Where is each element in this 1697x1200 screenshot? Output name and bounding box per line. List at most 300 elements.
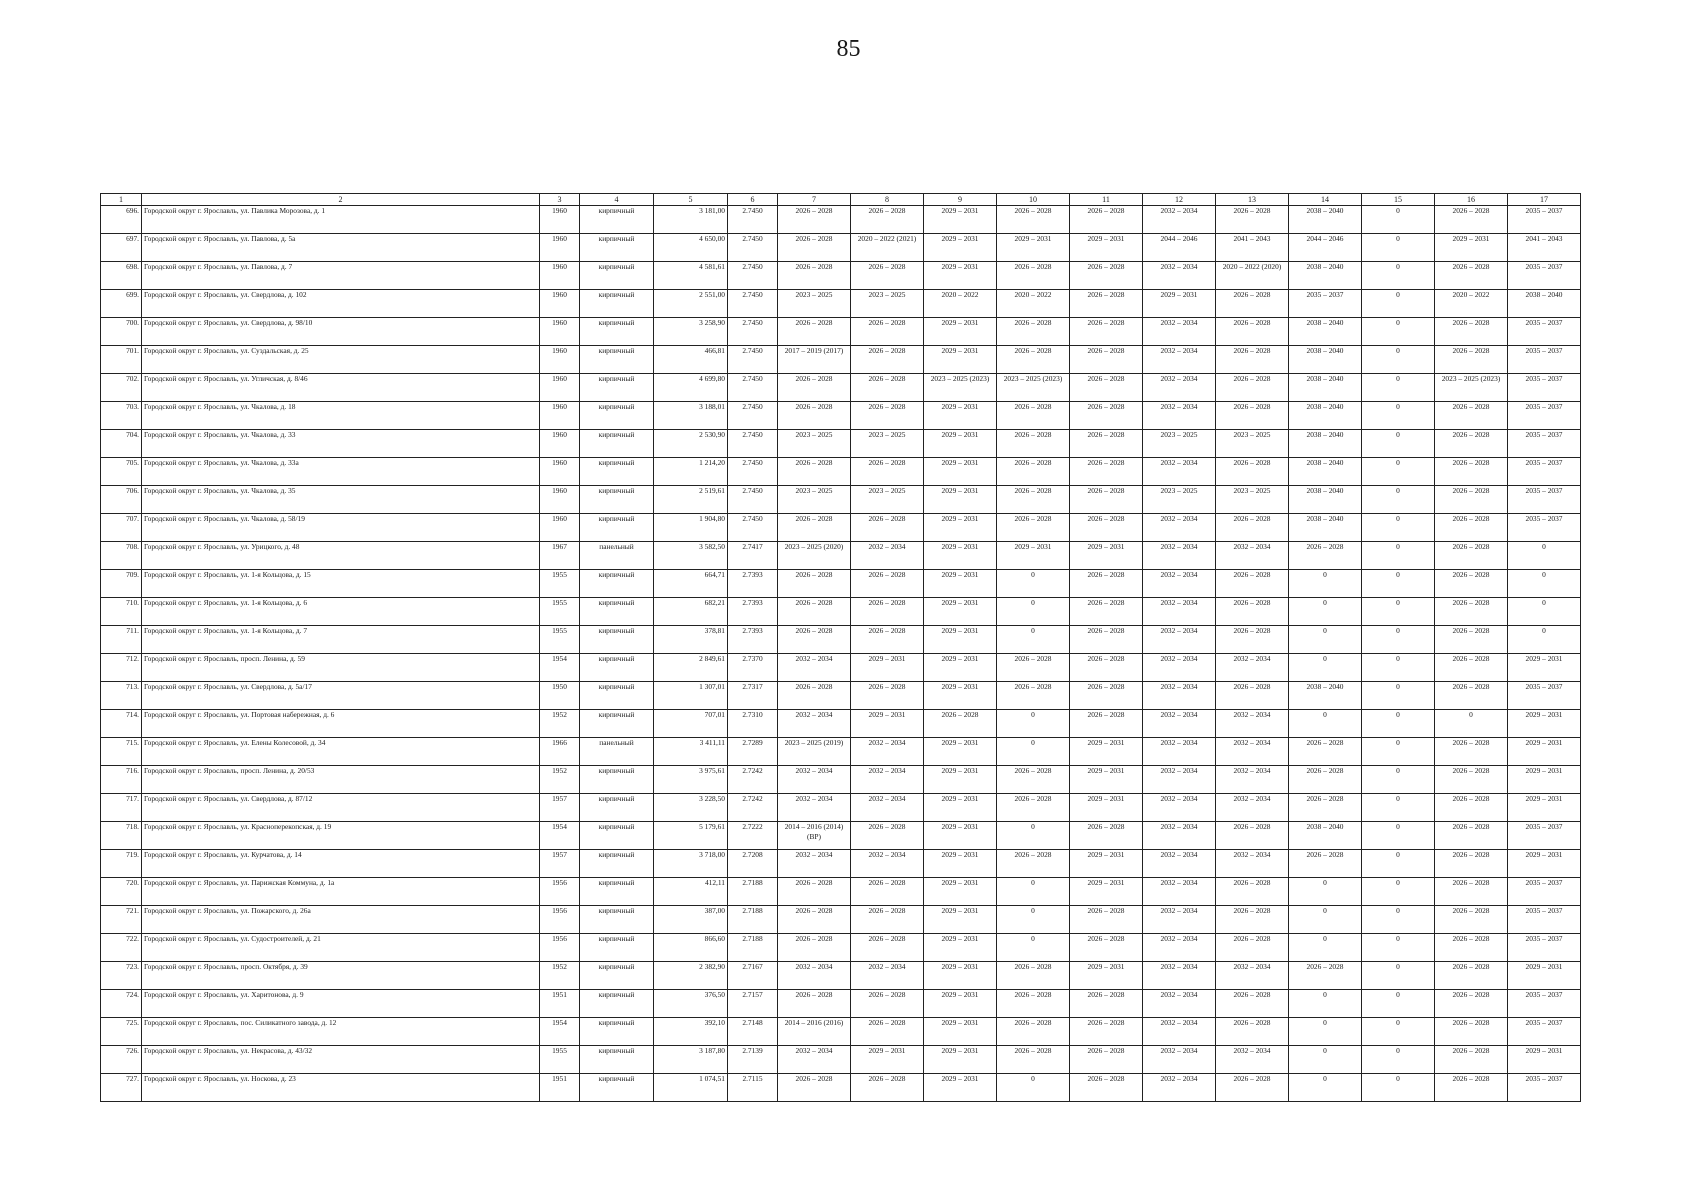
cell-period-13: 2026 – 2028 bbox=[1216, 458, 1289, 486]
cell-wall-material: кирпичный bbox=[580, 570, 654, 598]
cell-row-number: 714. bbox=[101, 710, 142, 738]
cell-period-11: 2026 – 2028 bbox=[1070, 206, 1143, 234]
cell-total-area: 3 181,00 bbox=[654, 206, 728, 234]
cell-period-10: 2026 – 2028 bbox=[997, 262, 1070, 290]
column-header-3: 3 bbox=[540, 194, 580, 206]
cell-row-number: 727. bbox=[101, 1074, 142, 1102]
cell-ratio: 2.7188 bbox=[728, 906, 778, 934]
cell-period-7: 2026 – 2028 bbox=[778, 878, 851, 906]
cell-address: Городской округ г. Ярославль, ул. 1-я Кольцова, д. 15 bbox=[142, 570, 540, 598]
cell-period-14: 2038 – 2040 bbox=[1289, 682, 1362, 710]
cell-period-11: 2029 – 2031 bbox=[1070, 878, 1143, 906]
cell-period-8: 2032 – 2034 bbox=[851, 738, 924, 766]
cell-period-15: 0 bbox=[1362, 1018, 1435, 1046]
cell-period-11: 2026 – 2028 bbox=[1070, 290, 1143, 318]
cell-period-12: 2032 – 2034 bbox=[1143, 570, 1216, 598]
cell-period-16: 2026 – 2028 bbox=[1435, 934, 1508, 962]
cell-period-14: 0 bbox=[1289, 1018, 1362, 1046]
cell-build-year: 1955 bbox=[540, 598, 580, 626]
cell-period-10: 2026 – 2028 bbox=[997, 766, 1070, 794]
cell-wall-material: кирпичный bbox=[580, 458, 654, 486]
cell-period-15: 0 bbox=[1362, 654, 1435, 682]
cell-period-17: 2029 – 2031 bbox=[1508, 654, 1581, 682]
cell-ratio: 2.7188 bbox=[728, 878, 778, 906]
cell-period-17: 2041 – 2043 bbox=[1508, 234, 1581, 262]
cell-row-number: 696. bbox=[101, 206, 142, 234]
cell-period-16: 2026 – 2028 bbox=[1435, 486, 1508, 514]
cell-period-9: 2029 – 2031 bbox=[924, 1074, 997, 1102]
cell-period-15: 0 bbox=[1362, 402, 1435, 430]
cell-period-9: 2029 – 2031 bbox=[924, 738, 997, 766]
cell-period-14: 2038 – 2040 bbox=[1289, 206, 1362, 234]
cell-build-year: 1960 bbox=[540, 374, 580, 402]
cell-total-area: 2 849,61 bbox=[654, 654, 728, 682]
cell-period-8: 2032 – 2034 bbox=[851, 850, 924, 878]
cell-period-7: 2014 – 2016 (2016) bbox=[778, 1018, 851, 1046]
cell-wall-material: кирпичный bbox=[580, 766, 654, 794]
cell-period-10: 2026 – 2028 bbox=[997, 458, 1070, 486]
table-row bbox=[101, 262, 1581, 290]
cell-period-15: 0 bbox=[1362, 290, 1435, 318]
cell-row-number: 706. bbox=[101, 486, 142, 514]
cell-address: Городской округ г. Ярославль, ул. Свердлова, д. 5а/17 bbox=[142, 682, 540, 710]
table-row bbox=[101, 542, 1581, 570]
cell-period-15: 0 bbox=[1362, 346, 1435, 374]
cell-period-10: 2026 – 2028 bbox=[997, 206, 1070, 234]
cell-period-12: 2032 – 2034 bbox=[1143, 794, 1216, 822]
cell-period-12: 2032 – 2034 bbox=[1143, 962, 1216, 990]
cell-total-area: 682,21 bbox=[654, 598, 728, 626]
table-row bbox=[101, 906, 1581, 934]
cell-period-10: 0 bbox=[997, 598, 1070, 626]
cell-period-12: 2032 – 2034 bbox=[1143, 850, 1216, 878]
cell-period-13: 2041 – 2043 bbox=[1216, 234, 1289, 262]
cell-build-year: 1955 bbox=[540, 570, 580, 598]
cell-total-area: 664,71 bbox=[654, 570, 728, 598]
cell-period-9: 2029 – 2031 bbox=[924, 234, 997, 262]
cell-period-17: 2029 – 2031 bbox=[1508, 1046, 1581, 1074]
cell-period-10: 0 bbox=[997, 1074, 1070, 1102]
cell-address: Городской округ г. Ярославль, ул. Чкалова, д. 58/19 bbox=[142, 514, 540, 542]
cell-period-10: 2026 – 2028 bbox=[997, 346, 1070, 374]
cell-period-9: 2029 – 2031 bbox=[924, 458, 997, 486]
cell-row-number: 702. bbox=[101, 374, 142, 402]
cell-build-year: 1951 bbox=[540, 1074, 580, 1102]
cell-total-area: 466,81 bbox=[654, 346, 728, 374]
cell-ratio: 2.7450 bbox=[728, 262, 778, 290]
cell-period-9: 2029 – 2031 bbox=[924, 794, 997, 822]
cell-period-8: 2026 – 2028 bbox=[851, 1074, 924, 1102]
cell-address: Городской округ г. Ярославль, ул. Чкалова, д. 35 bbox=[142, 486, 540, 514]
cell-period-16: 2026 – 2028 bbox=[1435, 402, 1508, 430]
cell-ratio: 2.7148 bbox=[728, 1018, 778, 1046]
cell-period-7: 2026 – 2028 bbox=[778, 570, 851, 598]
cell-period-14: 2026 – 2028 bbox=[1289, 850, 1362, 878]
cell-period-17: 0 bbox=[1508, 542, 1581, 570]
cell-period-15: 0 bbox=[1362, 1046, 1435, 1074]
cell-period-11: 2026 – 2028 bbox=[1070, 430, 1143, 458]
cell-period-16: 2026 – 2028 bbox=[1435, 682, 1508, 710]
cell-period-16: 2026 – 2028 bbox=[1435, 1046, 1508, 1074]
cell-period-8: 2029 – 2031 bbox=[851, 1046, 924, 1074]
cell-period-17: 2035 – 2037 bbox=[1508, 990, 1581, 1018]
cell-period-11: 2029 – 2031 bbox=[1070, 766, 1143, 794]
cell-total-area: 4 581,61 bbox=[654, 262, 728, 290]
cell-build-year: 1966 bbox=[540, 738, 580, 766]
cell-total-area: 4 699,80 bbox=[654, 374, 728, 402]
cell-row-number: 708. bbox=[101, 542, 142, 570]
cell-total-area: 387,00 bbox=[654, 906, 728, 934]
cell-row-number: 712. bbox=[101, 654, 142, 682]
cell-period-17: 2035 – 2037 bbox=[1508, 430, 1581, 458]
cell-wall-material: кирпичный bbox=[580, 878, 654, 906]
cell-ratio: 2.7450 bbox=[728, 290, 778, 318]
cell-period-15: 0 bbox=[1362, 878, 1435, 906]
cell-period-13: 2026 – 2028 bbox=[1216, 990, 1289, 1018]
cell-period-15: 0 bbox=[1362, 514, 1435, 542]
cell-period-14: 0 bbox=[1289, 878, 1362, 906]
cell-period-8: 2026 – 2028 bbox=[851, 990, 924, 1018]
cell-period-15: 0 bbox=[1362, 990, 1435, 1018]
cell-period-17: 2029 – 2031 bbox=[1508, 766, 1581, 794]
cell-period-17: 2029 – 2031 bbox=[1508, 794, 1581, 822]
cell-address: Городской округ г. Ярославль, ул. Урицкого, д. 48 bbox=[142, 542, 540, 570]
cell-wall-material: кирпичный bbox=[580, 514, 654, 542]
cell-period-16: 2026 – 2028 bbox=[1435, 458, 1508, 486]
cell-total-area: 5 179,61 bbox=[654, 822, 728, 850]
cell-wall-material: кирпичный bbox=[580, 262, 654, 290]
cell-period-7: 2014 – 2016 (2014) (ВР) bbox=[778, 822, 851, 850]
cell-period-17: 2035 – 2037 bbox=[1508, 934, 1581, 962]
cell-build-year: 1960 bbox=[540, 206, 580, 234]
cell-period-12: 2032 – 2034 bbox=[1143, 738, 1216, 766]
cell-period-8: 2026 – 2028 bbox=[851, 458, 924, 486]
table-row bbox=[101, 626, 1581, 654]
cell-period-17: 2035 – 2037 bbox=[1508, 822, 1581, 850]
cell-period-9: 2023 – 2025 (2023) bbox=[924, 374, 997, 402]
cell-build-year: 1960 bbox=[540, 234, 580, 262]
cell-period-17: 2035 – 2037 bbox=[1508, 878, 1581, 906]
cell-period-9: 2029 – 2031 bbox=[924, 570, 997, 598]
cell-wall-material: панельный bbox=[580, 542, 654, 570]
cell-total-area: 1 307,01 bbox=[654, 682, 728, 710]
cell-ratio: 2.7139 bbox=[728, 1046, 778, 1074]
cell-address: Городской округ г. Ярославль, пос. Силикатного завода, д. 12 bbox=[142, 1018, 540, 1046]
cell-build-year: 1954 bbox=[540, 654, 580, 682]
cell-period-13: 2032 – 2034 bbox=[1216, 794, 1289, 822]
cell-period-17: 0 bbox=[1508, 570, 1581, 598]
cell-period-7: 2026 – 2028 bbox=[778, 234, 851, 262]
cell-period-14: 0 bbox=[1289, 654, 1362, 682]
cell-wall-material: кирпичный bbox=[580, 318, 654, 346]
cell-row-number: 721. bbox=[101, 906, 142, 934]
cell-period-17: 2035 – 2037 bbox=[1508, 906, 1581, 934]
cell-period-14: 2038 – 2040 bbox=[1289, 374, 1362, 402]
cell-address: Городской округ г. Ярославль, ул. 1-я Кольцова, д. 7 bbox=[142, 626, 540, 654]
cell-total-area: 3 187,80 bbox=[654, 1046, 728, 1074]
column-header-15: 15 bbox=[1362, 194, 1435, 206]
cell-ratio: 2.7242 bbox=[728, 794, 778, 822]
cell-period-7: 2023 – 2025 bbox=[778, 430, 851, 458]
cell-address: Городской округ г. Ярославль, ул. Чкалова, д. 33 bbox=[142, 430, 540, 458]
cell-total-area: 3 258,90 bbox=[654, 318, 728, 346]
cell-period-10: 2026 – 2028 bbox=[997, 654, 1070, 682]
cell-period-9: 2029 – 2031 bbox=[924, 822, 997, 850]
cell-address: Городской округ г. Ярославль, ул. Пожарского, д. 26а bbox=[142, 906, 540, 934]
cell-period-16: 2023 – 2025 (2023) bbox=[1435, 374, 1508, 402]
cell-build-year: 1955 bbox=[540, 626, 580, 654]
cell-wall-material: кирпичный bbox=[580, 654, 654, 682]
cell-ratio: 2.7450 bbox=[728, 402, 778, 430]
cell-period-17: 2035 – 2037 bbox=[1508, 346, 1581, 374]
cell-period-13: 2026 – 2028 bbox=[1216, 346, 1289, 374]
cell-total-area: 707,01 bbox=[654, 710, 728, 738]
cell-period-9: 2029 – 2031 bbox=[924, 402, 997, 430]
cell-ratio: 2.7167 bbox=[728, 962, 778, 990]
cell-period-17: 2035 – 2037 bbox=[1508, 486, 1581, 514]
cell-ratio: 2.7450 bbox=[728, 318, 778, 346]
cell-period-9: 2029 – 2031 bbox=[924, 262, 997, 290]
cell-period-10: 0 bbox=[997, 710, 1070, 738]
cell-total-area: 1 904,80 bbox=[654, 514, 728, 542]
cell-period-8: 2026 – 2028 bbox=[851, 1018, 924, 1046]
cell-period-12: 2032 – 2034 bbox=[1143, 626, 1216, 654]
cell-total-area: 3 228,50 bbox=[654, 794, 728, 822]
cell-period-11: 2026 – 2028 bbox=[1070, 710, 1143, 738]
cell-period-8: 2026 – 2028 bbox=[851, 626, 924, 654]
cell-ratio: 2.7370 bbox=[728, 654, 778, 682]
cell-period-11: 2026 – 2028 bbox=[1070, 906, 1143, 934]
cell-period-10: 2026 – 2028 bbox=[997, 318, 1070, 346]
cell-period-7: 2026 – 2028 bbox=[778, 262, 851, 290]
column-header-10: 10 bbox=[997, 194, 1070, 206]
cell-build-year: 1951 bbox=[540, 990, 580, 1018]
cell-period-17: 2035 – 2037 bbox=[1508, 206, 1581, 234]
cell-wall-material: кирпичный bbox=[580, 822, 654, 850]
cell-period-15: 0 bbox=[1362, 430, 1435, 458]
cell-address: Городской округ г. Ярославль, ул. Харитонова, д. 9 bbox=[142, 990, 540, 1018]
cell-total-area: 3 411,11 bbox=[654, 738, 728, 766]
table-row bbox=[101, 234, 1581, 262]
cell-period-9: 2029 – 2031 bbox=[924, 1046, 997, 1074]
cell-period-13: 2026 – 2028 bbox=[1216, 682, 1289, 710]
cell-period-11: 2026 – 2028 bbox=[1070, 486, 1143, 514]
cell-row-number: 710. bbox=[101, 598, 142, 626]
column-header-1: 1 bbox=[101, 194, 142, 206]
cell-address: Городской округ г. Ярославль, ул. Свердлова, д. 98/10 bbox=[142, 318, 540, 346]
cell-period-8: 2026 – 2028 bbox=[851, 906, 924, 934]
cell-period-16: 2026 – 2028 bbox=[1435, 766, 1508, 794]
table-row bbox=[101, 710, 1581, 738]
cell-period-11: 2026 – 2028 bbox=[1070, 626, 1143, 654]
cell-period-13: 2026 – 2028 bbox=[1216, 934, 1289, 962]
cell-total-area: 2 382,90 bbox=[654, 962, 728, 990]
cell-period-7: 2032 – 2034 bbox=[778, 794, 851, 822]
cell-ratio: 2.7450 bbox=[728, 206, 778, 234]
cell-total-area: 3 718,00 bbox=[654, 850, 728, 878]
cell-row-number: 724. bbox=[101, 990, 142, 1018]
table-row bbox=[101, 766, 1581, 794]
cell-row-number: 701. bbox=[101, 346, 142, 374]
cell-period-11: 2026 – 2028 bbox=[1070, 934, 1143, 962]
cell-period-10: 2026 – 2028 bbox=[997, 794, 1070, 822]
column-header-11: 11 bbox=[1070, 194, 1143, 206]
cell-build-year: 1956 bbox=[540, 934, 580, 962]
cell-period-10: 2023 – 2025 (2023) bbox=[997, 374, 1070, 402]
cell-period-14: 2035 – 2037 bbox=[1289, 290, 1362, 318]
cell-build-year: 1960 bbox=[540, 514, 580, 542]
cell-period-10: 2026 – 2028 bbox=[997, 962, 1070, 990]
cell-period-7: 2026 – 2028 bbox=[778, 906, 851, 934]
cell-period-8: 2032 – 2034 bbox=[851, 794, 924, 822]
cell-address: Городской округ г. Ярославль, ул. Судостроителей, д. 21 bbox=[142, 934, 540, 962]
cell-build-year: 1960 bbox=[540, 262, 580, 290]
column-header-8: 8 bbox=[851, 194, 924, 206]
cell-period-14: 0 bbox=[1289, 934, 1362, 962]
cell-period-14: 2026 – 2028 bbox=[1289, 794, 1362, 822]
cell-period-11: 2026 – 2028 bbox=[1070, 1046, 1143, 1074]
column-header-6: 6 bbox=[728, 194, 778, 206]
cell-period-8: 2026 – 2028 bbox=[851, 402, 924, 430]
column-header-5: 5 bbox=[654, 194, 728, 206]
cell-period-15: 0 bbox=[1362, 1074, 1435, 1102]
table-row bbox=[101, 290, 1581, 318]
cell-period-17: 0 bbox=[1508, 598, 1581, 626]
cell-period-11: 2026 – 2028 bbox=[1070, 374, 1143, 402]
cell-wall-material: кирпичный bbox=[580, 962, 654, 990]
cell-row-number: 716. bbox=[101, 766, 142, 794]
cell-address: Городской округ г. Ярославль, ул. Чкалова, д. 18 bbox=[142, 402, 540, 430]
cell-ratio: 2.7450 bbox=[728, 514, 778, 542]
column-header-13: 13 bbox=[1216, 194, 1289, 206]
cell-address: Городской округ г. Ярославль, ул. Елены Колесовой, д. 34 bbox=[142, 738, 540, 766]
cell-period-14: 0 bbox=[1289, 906, 1362, 934]
cell-period-12: 2032 – 2034 bbox=[1143, 878, 1216, 906]
cell-period-16: 0 bbox=[1435, 710, 1508, 738]
cell-period-16: 2026 – 2028 bbox=[1435, 990, 1508, 1018]
cell-period-8: 2032 – 2034 bbox=[851, 542, 924, 570]
cell-period-8: 2020 – 2022 (2021) bbox=[851, 234, 924, 262]
cell-ratio: 2.7208 bbox=[728, 850, 778, 878]
cell-build-year: 1950 bbox=[540, 682, 580, 710]
cell-build-year: 1954 bbox=[540, 1018, 580, 1046]
cell-total-area: 3 582,50 bbox=[654, 542, 728, 570]
cell-ratio: 2.7393 bbox=[728, 598, 778, 626]
cell-period-16: 2026 – 2028 bbox=[1435, 598, 1508, 626]
cell-period-12: 2023 – 2025 bbox=[1143, 486, 1216, 514]
table-row bbox=[101, 206, 1581, 234]
cell-period-16: 2026 – 2028 bbox=[1435, 262, 1508, 290]
cell-period-12: 2032 – 2034 bbox=[1143, 682, 1216, 710]
column-header-14: 14 bbox=[1289, 194, 1362, 206]
cell-wall-material: кирпичный bbox=[580, 850, 654, 878]
cell-row-number: 725. bbox=[101, 1018, 142, 1046]
cell-wall-material: кирпичный bbox=[580, 1018, 654, 1046]
cell-wall-material: кирпичный bbox=[580, 234, 654, 262]
table-row bbox=[101, 934, 1581, 962]
cell-period-14: 2038 – 2040 bbox=[1289, 402, 1362, 430]
cell-period-15: 0 bbox=[1362, 262, 1435, 290]
cell-row-number: 699. bbox=[101, 290, 142, 318]
cell-period-14: 0 bbox=[1289, 1074, 1362, 1102]
cell-period-12: 2032 – 2034 bbox=[1143, 206, 1216, 234]
cell-ratio: 2.7450 bbox=[728, 234, 778, 262]
cell-period-16: 2026 – 2028 bbox=[1435, 878, 1508, 906]
cell-period-14: 2026 – 2028 bbox=[1289, 542, 1362, 570]
cell-period-11: 2026 – 2028 bbox=[1070, 1018, 1143, 1046]
cell-period-17: 2035 – 2037 bbox=[1508, 402, 1581, 430]
table-row bbox=[101, 1018, 1581, 1046]
cell-period-15: 0 bbox=[1362, 570, 1435, 598]
cell-ratio: 2.7317 bbox=[728, 682, 778, 710]
cell-period-8: 2026 – 2028 bbox=[851, 262, 924, 290]
cell-period-17: 2038 – 2040 bbox=[1508, 290, 1581, 318]
cell-row-number: 719. bbox=[101, 850, 142, 878]
cell-row-number: 715. bbox=[101, 738, 142, 766]
cell-build-year: 1957 bbox=[540, 850, 580, 878]
cell-period-14: 2038 – 2040 bbox=[1289, 458, 1362, 486]
cell-period-10: 2020 – 2022 bbox=[997, 290, 1070, 318]
cell-period-15: 0 bbox=[1362, 542, 1435, 570]
cell-period-16: 2026 – 2028 bbox=[1435, 542, 1508, 570]
cell-total-area: 378,81 bbox=[654, 626, 728, 654]
cell-period-16: 2026 – 2028 bbox=[1435, 206, 1508, 234]
cell-period-10: 0 bbox=[997, 906, 1070, 934]
cell-wall-material: кирпичный bbox=[580, 990, 654, 1018]
cell-period-12: 2032 – 2034 bbox=[1143, 402, 1216, 430]
cell-period-10: 2029 – 2031 bbox=[997, 542, 1070, 570]
cell-period-8: 2026 – 2028 bbox=[851, 570, 924, 598]
cell-period-13: 2026 – 2028 bbox=[1216, 290, 1289, 318]
cell-period-15: 0 bbox=[1362, 710, 1435, 738]
cell-period-10: 2026 – 2028 bbox=[997, 1046, 1070, 1074]
cell-address: Городской округ г. Ярославль, ул. Угличская, д. 8/46 bbox=[142, 374, 540, 402]
cell-period-11: 2026 – 2028 bbox=[1070, 822, 1143, 850]
cell-period-13: 2032 – 2034 bbox=[1216, 1046, 1289, 1074]
cell-period-14: 2038 – 2040 bbox=[1289, 262, 1362, 290]
cell-period-11: 2026 – 2028 bbox=[1070, 318, 1143, 346]
column-header-17: 17 bbox=[1508, 194, 1581, 206]
cell-period-15: 0 bbox=[1362, 794, 1435, 822]
table-row bbox=[101, 486, 1581, 514]
cell-period-13: 2020 – 2022 (2020) bbox=[1216, 262, 1289, 290]
cell-build-year: 1954 bbox=[540, 822, 580, 850]
table-row bbox=[101, 822, 1581, 850]
column-header-9: 9 bbox=[924, 194, 997, 206]
cell-period-10: 0 bbox=[997, 738, 1070, 766]
cell-period-9: 2029 – 2031 bbox=[924, 206, 997, 234]
table-row bbox=[101, 318, 1581, 346]
cell-wall-material: кирпичный bbox=[580, 290, 654, 318]
cell-period-10: 0 bbox=[997, 626, 1070, 654]
cell-period-12: 2032 – 2034 bbox=[1143, 318, 1216, 346]
cell-period-7: 2032 – 2034 bbox=[778, 710, 851, 738]
cell-period-16: 2026 – 2028 bbox=[1435, 1074, 1508, 1102]
cell-period-12: 2032 – 2034 bbox=[1143, 542, 1216, 570]
cell-period-9: 2029 – 2031 bbox=[924, 850, 997, 878]
cell-address: Городской округ г. Ярославль, просп. Ленина, д. 59 bbox=[142, 654, 540, 682]
cell-period-13: 2026 – 2028 bbox=[1216, 374, 1289, 402]
cell-period-7: 2032 – 2034 bbox=[778, 962, 851, 990]
cell-ratio: 2.7450 bbox=[728, 346, 778, 374]
cell-period-17: 2029 – 2031 bbox=[1508, 962, 1581, 990]
cell-period-15: 0 bbox=[1362, 766, 1435, 794]
cell-period-8: 2032 – 2034 bbox=[851, 962, 924, 990]
cell-period-16: 2026 – 2028 bbox=[1435, 822, 1508, 850]
cell-period-7: 2026 – 2028 bbox=[778, 374, 851, 402]
cell-row-number: 720. bbox=[101, 878, 142, 906]
cell-period-12: 2032 – 2034 bbox=[1143, 906, 1216, 934]
